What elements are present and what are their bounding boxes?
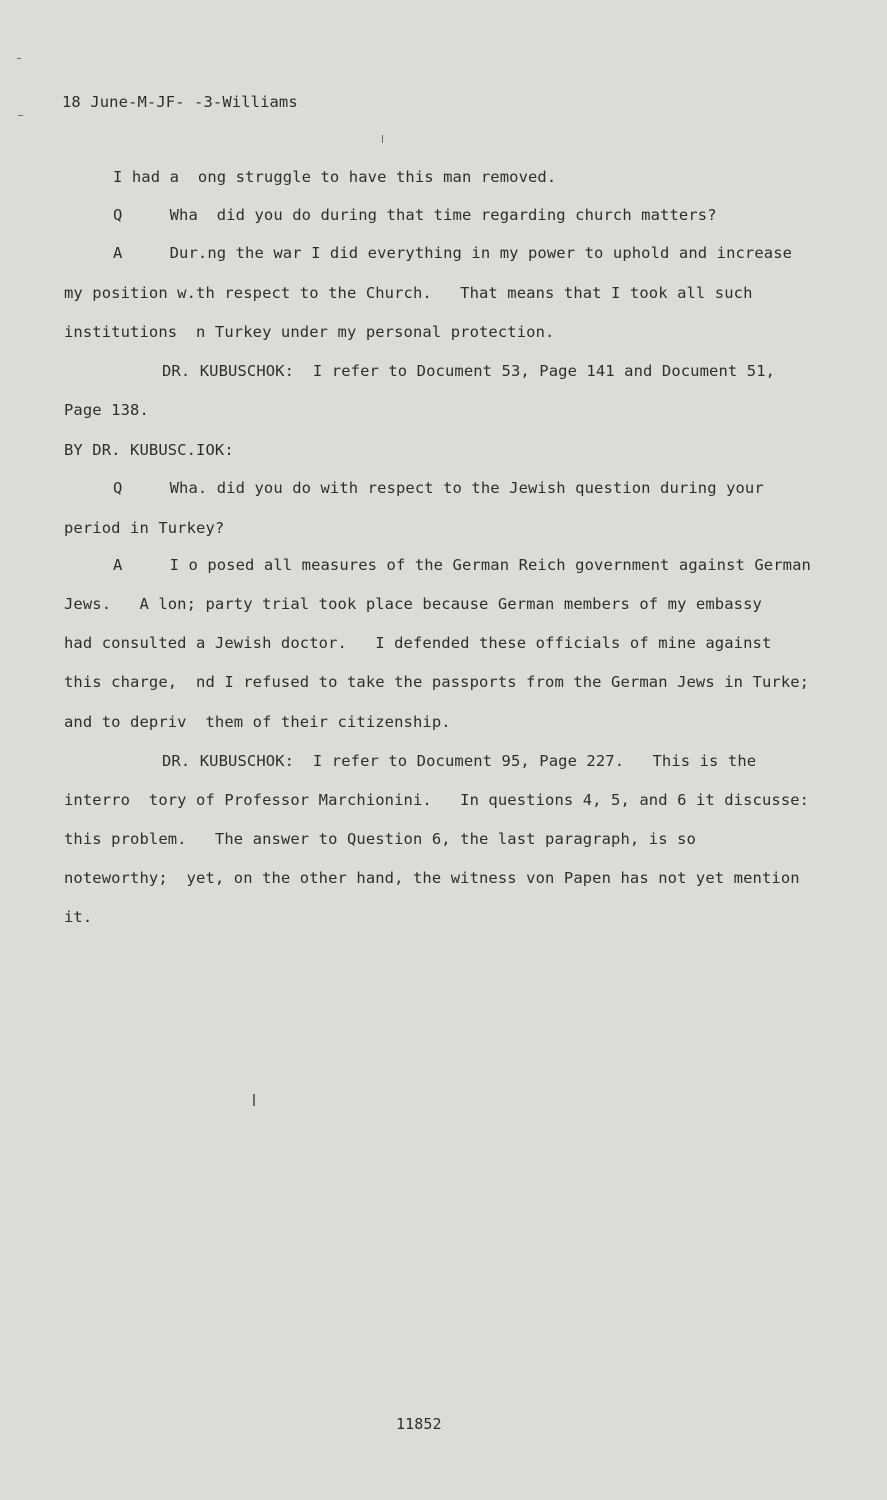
paper-mark	[17, 58, 21, 59]
text-line-7: Page 138.	[64, 401, 149, 419]
text-line-12: Jews. A lon; party trial took place because German members of my embassy	[64, 595, 762, 613]
text-line-19: noteworthy; yet, on the other hand, the witness von Papen has not yet mention	[64, 869, 800, 887]
text-line-8: BY DR. KUBUSC.IOK:	[64, 441, 234, 459]
text-line-13: had consulted a Jewish doctor. I defended these officials of mine against	[64, 634, 772, 652]
paper-mark	[382, 135, 383, 143]
paper-mark	[18, 115, 23, 116]
page-number: 11852	[396, 1415, 442, 1433]
text-line-2: Q Wha did you do during that time regarding church matters?	[113, 206, 717, 224]
text-line-10: period in Turkey?	[64, 519, 225, 537]
text-line-20: it.	[64, 908, 93, 926]
text-line-9: Q Wha. did you do with respect to the Jewish question during your	[113, 479, 764, 497]
text-line-14: this charge, nd I refused to take the passports from the German Jews in Turke;	[64, 673, 810, 691]
text-line-4: my position w.th respect to the Church. That means that I took all such	[64, 284, 753, 302]
text-line-17: interro tory of Professor Marchionini. In questions 4, 5, and 6 it discusse:	[64, 791, 810, 809]
text-line-3: A Dur.ng the war I did everything in my power to uphold and increase	[113, 244, 793, 262]
text-line-16: DR. KUBUSCHOK: I refer to Document 95, Page 227. This is the	[162, 752, 757, 770]
text-line-5: institutions n Turkey under my personal protection.	[64, 323, 555, 341]
text-line-15: and to depriv them of their citizenship.	[64, 713, 451, 731]
text-line-6: DR. KUBUSCHOK: I refer to Document 53, Page 141 and Document 51,	[162, 362, 776, 380]
text-line-11: A I o posed all measures of the German Reich government against German	[113, 556, 811, 574]
paper-mark	[253, 1094, 255, 1106]
page-header-reference: 18 June-M-JF- -3-Williams	[62, 93, 298, 111]
text-line-1: I had a ong struggle to have this man removed.	[113, 168, 557, 186]
text-line-18: this problem. The answer to Question 6, the last paragraph, is so	[64, 830, 696, 848]
